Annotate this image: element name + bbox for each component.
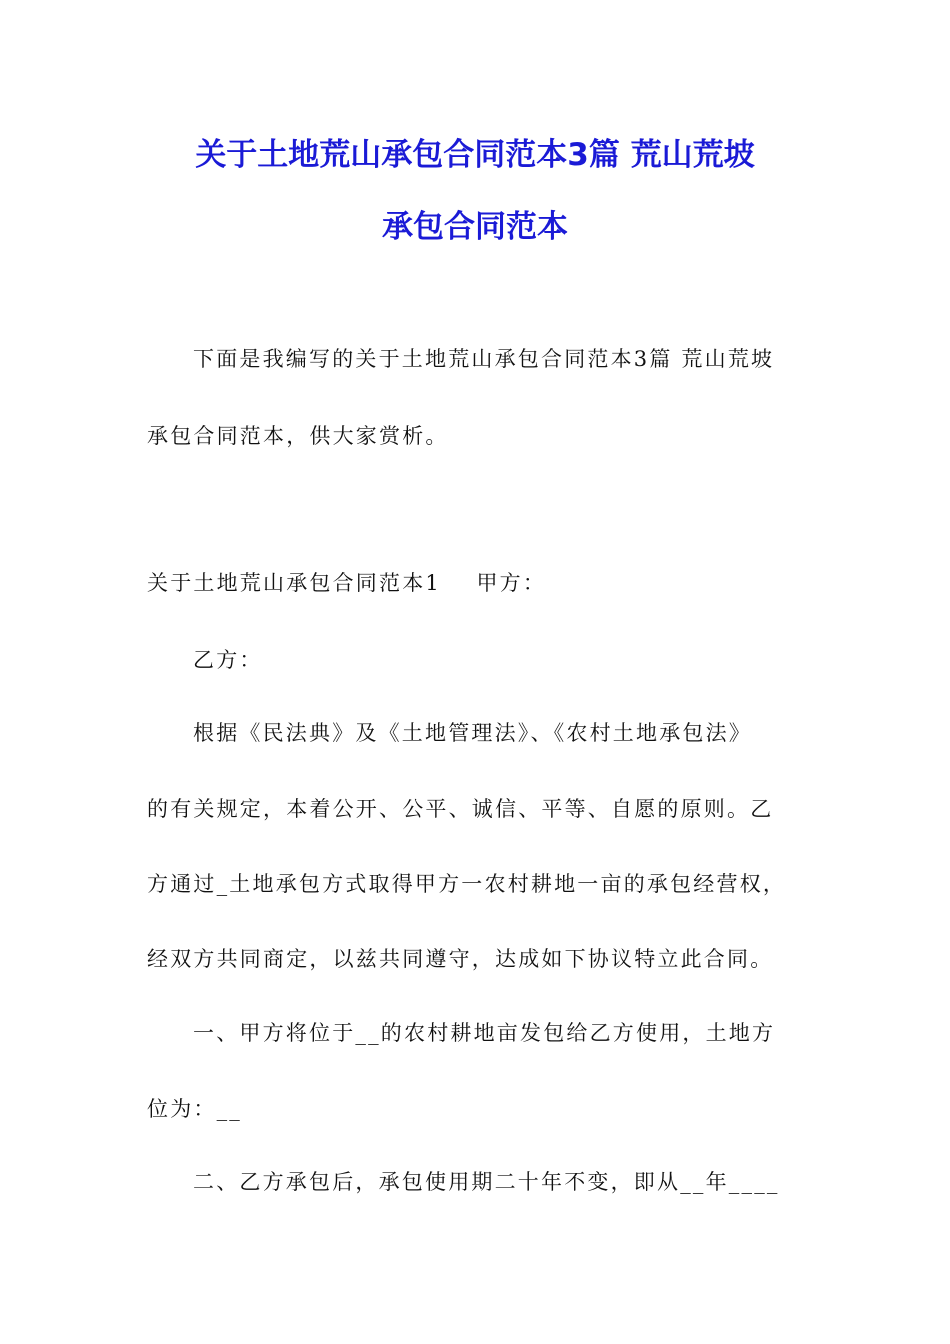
- intro-line-1: 下面是我编写的关于土地荒山承包合同范本3篇 荒山荒坡: [193, 347, 775, 371]
- paragraph-line: 根据《民法典》及《土地管理法》、《农村土地承包法》: [193, 721, 752, 745]
- intro-line-2: 承包合同范本，供大家赏析。: [147, 424, 449, 448]
- paragraph-line: 的有关规定，本着公开、公平、诚信、平等、自愿的原则。乙: [147, 797, 774, 821]
- clause-two-line-1: 二、乙方承包后，承包使用期二十年不变，即从__年____: [193, 1170, 780, 1194]
- clause-one-line-1: 一、甲方将位于__的农村耕地亩发包给乙方使用，土地方: [193, 1021, 776, 1045]
- party-b-line: 乙方：: [193, 648, 263, 672]
- document-title-line-1: 关于土地荒山承包合同范本3篇 荒山荒坡: [195, 137, 755, 173]
- document-title-line-2: 承包合同范本: [382, 209, 568, 245]
- paragraph-line: 方通过_土地承包方式取得甲方一农村耕地一亩的承包经营权，: [147, 872, 787, 896]
- section-heading-party-a: 关于土地荒山承包合同范本1 甲方：: [147, 571, 547, 595]
- paragraph-line: 经双方共同商定，以兹共同遵守，达成如下协议特立此合同。: [147, 947, 774, 971]
- clause-one-line-2: 位为：__: [147, 1097, 242, 1121]
